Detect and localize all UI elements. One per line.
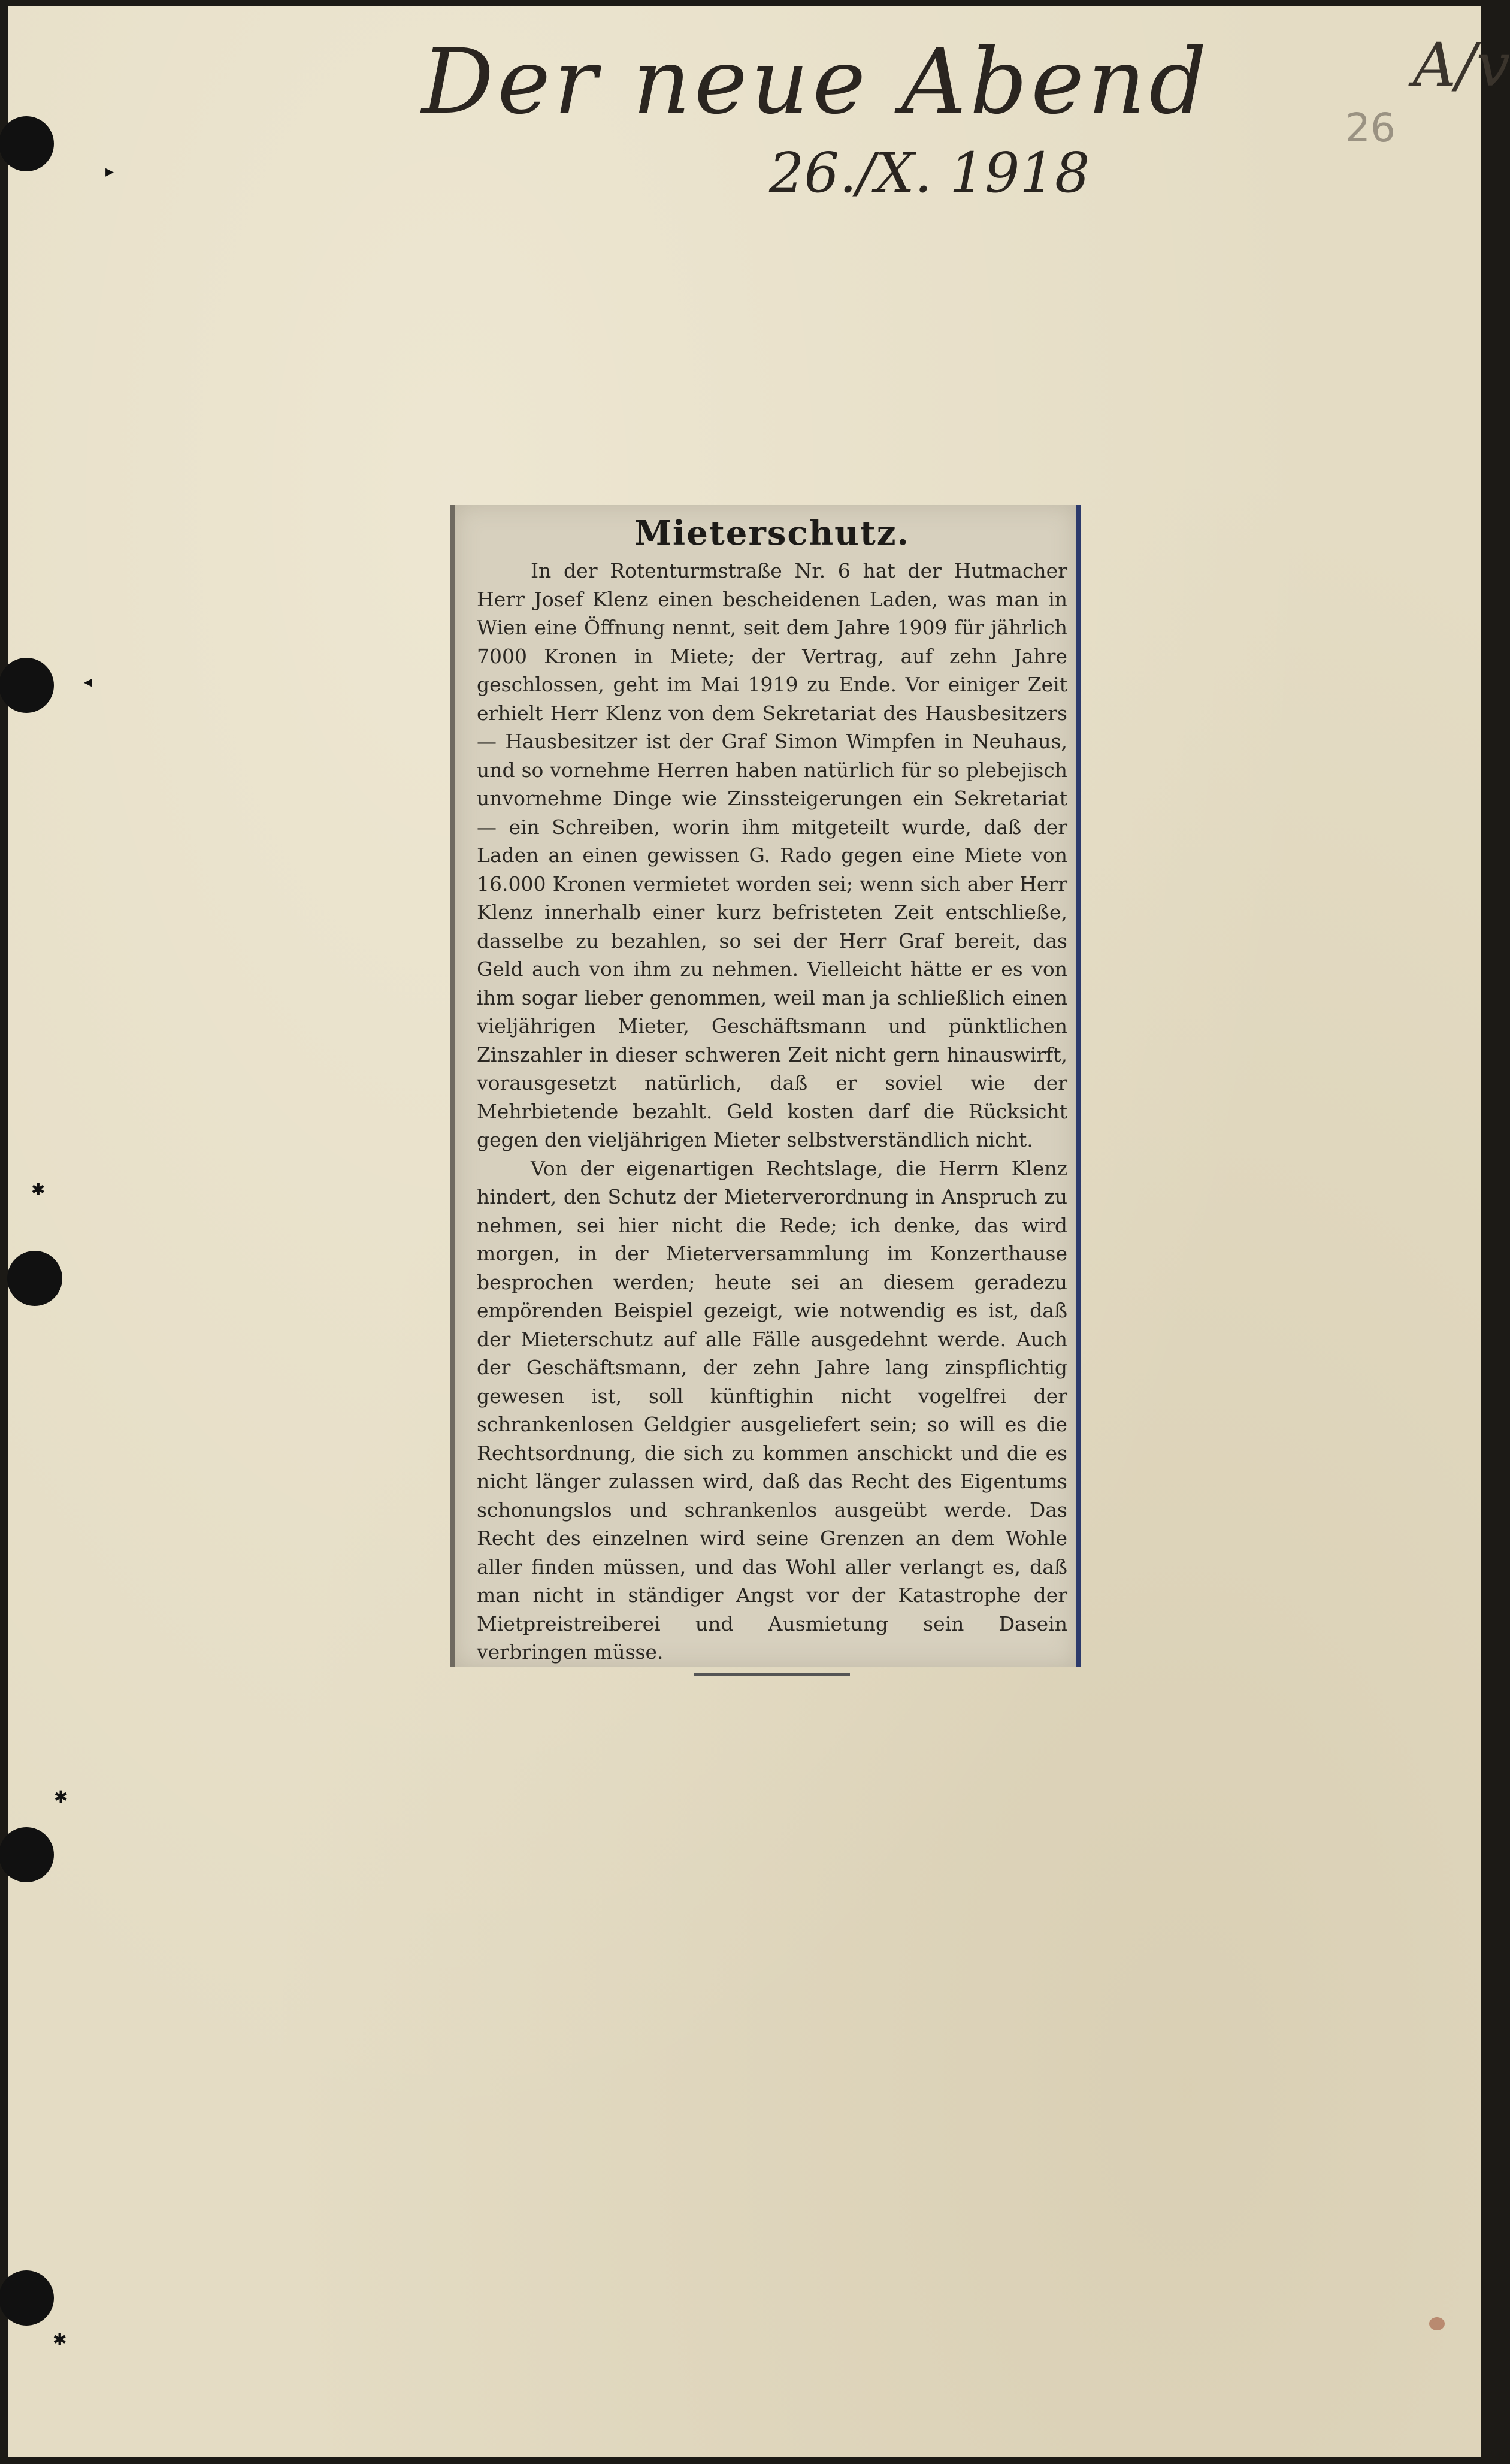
clipping-headline: Mieterschutz. <box>634 513 910 553</box>
clipping-body <box>477 557 1067 1667</box>
handwritten-newspaper-title: Der neue Abend <box>422 30 1211 134</box>
binder-hole-1 <box>0 116 54 171</box>
ink-speck: ✱ <box>31 1180 46 1199</box>
paper-stain <box>1429 2317 1445 2330</box>
ink-speck: ◂ <box>84 672 93 691</box>
pencil-page-number: 26 <box>1345 105 1396 151</box>
handwritten-corner-mark: A/v <box>1413 30 1510 100</box>
handwritten-date: 26./X. 1918 <box>769 141 1090 205</box>
ink-speck: ▸ <box>105 161 114 181</box>
binder-hole-2 <box>0 658 54 713</box>
binder-hole-3 <box>7 1251 62 1306</box>
ink-speck: ✱ <box>54 1787 68 1807</box>
ink-speck: ✱ <box>53 2330 67 2350</box>
article-paragraph-2: Von der eigenartigen Rechtslage, die Herrn Klenz hindert, den Schutz der Mieterverordnung in Anspruch zu nehmen, sei hier nicht die Rede; ich denke, das wird morgen, in der Mieterversammlung im Konzerthause besprochen werden; heute sei an diesem geradezu empörenden Beispiel gezeigt, wie notwendig es ist, daß der Mieterschutz auf alle Fälle ausgedehnt werde. Auch der Geschäftsmann, der zehn Jahre lang zinspflichtig gewesen ist, soll künftighin nicht vogelfrei der schrankenlosen Geldgier ausgeliefert sein; so will es die Rechtsordnung, die sich zu kommen anschickt und die es nicht länger zulassen wird, daß das Recht des Eigentums schonungslos und schrankenlos ausgeübt werde. Das Recht des einzelnen wird seine Grenzen an dem Wohle aller finden müssen, und das Wohl aller verlangt es, daß man nicht in ständiger Angst vor der Katastrophe der Mietpreistreiberei und Ausmietung sein Dasein verbringen müsse. <box>477 1156 1067 1664</box>
binder-hole-4 <box>0 1827 54 1882</box>
archive-page <box>8 6 1510 2457</box>
binder-hole-5 <box>0 2270 54 2326</box>
newspaper-clipping <box>450 505 1081 1667</box>
clipping-end-rule <box>694 1673 850 1676</box>
article-paragraph-1: In der Rotenturmstraße Nr. 6 hat der Hutmacher Herr Josef Klenz einen bescheidenen Laden, was man in Wien eine Öffnung nennt, seit dem Jahre 1909 für jährlich 7000 Kronen in Miete; der Vertrag, auf zehn Jahre geschlossen, geht im Mai 1919 zu Ende. Vor einiger Zeit erhielt Herr Klenz von dem Sekretariat des Hausbesitzers — Hausbesitzer ist der Graf Simon Wimpfen in Neuhaus, und so vornehme Herren haben natürlich für so plebejisch unvornehme Dinge wie Zinssteigerungen ein Sekretariat — ein Schreiben, worin ihm mitgeteilt wurde, daß der Laden an einen gewissen G. Rado gegen eine Miete von 16.000 Kronen vermietet worden sei; wenn sich aber Herr Klenz innerhalb einer kurz befristeten Zeit entschließe, dasselbe zu bezahlen, so sei der Herr Graf bereit, das Geld auch von ihm zu nehmen. Vielleicht hätte er es von ihm sogar lieber genommen, weil man ja schließlich einen vieljährigen Mieter, Geschäftsmann und pünktlichen Zinszahler in dieser schweren Zeit nicht gern hinauswirft, vorausgesetzt natürlich, daß er soviel wie der Mehrbietende bezahlt. Geld kosten darf die Rücksicht gegen den vieljährigen Mieter selbstverständlich nicht. <box>477 559 1067 1151</box>
